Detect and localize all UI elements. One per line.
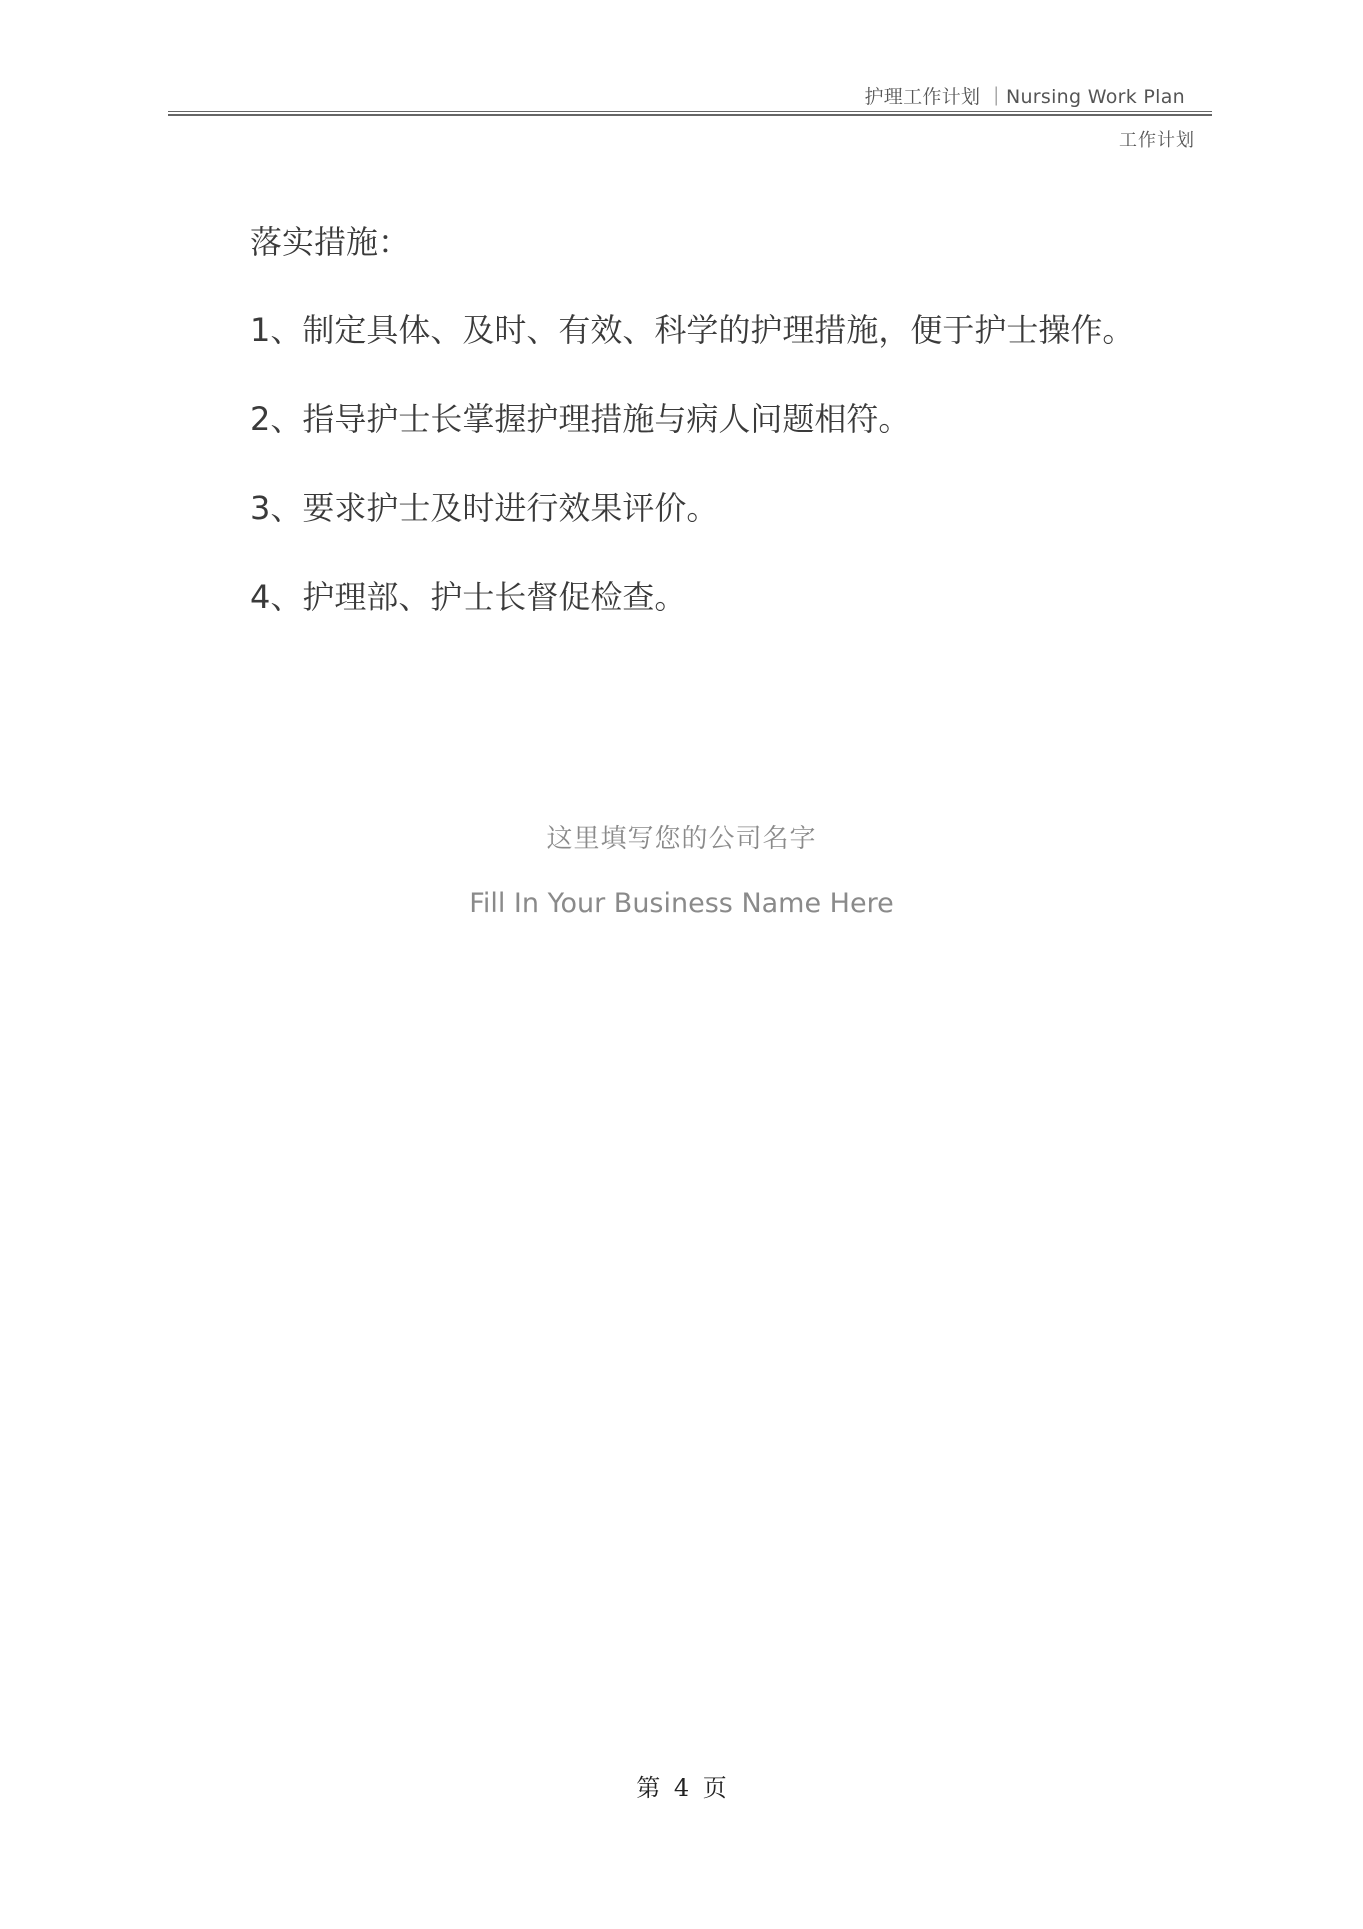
list-item: 4、护理部、护士长督促检查。 xyxy=(250,578,687,616)
page-number: 第 4 页 xyxy=(636,1774,727,1802)
section-heading: 落实措施： xyxy=(250,223,411,261)
company-name-cn: 这里填写您的公司名字 xyxy=(546,824,817,854)
company-name-en: Fill In Your Business Name Here xyxy=(469,888,894,919)
main-content xyxy=(250,222,1210,666)
header-title: 护理工作计划 ｜Nursing Work Plan xyxy=(864,86,1185,108)
list-item: 2、指导护士长掌握护理措施与病人问题相符。 xyxy=(250,400,911,438)
header-divider xyxy=(168,111,1212,116)
list-item: 3、要求护士及时进行效果评价。 xyxy=(250,489,719,527)
header-subtitle: 工作计划 xyxy=(1119,130,1195,151)
list-item: 1、制定具体、及时、有效、科学的护理措施，便于护士操作。 xyxy=(250,311,1135,349)
measure-list xyxy=(250,310,1210,617)
